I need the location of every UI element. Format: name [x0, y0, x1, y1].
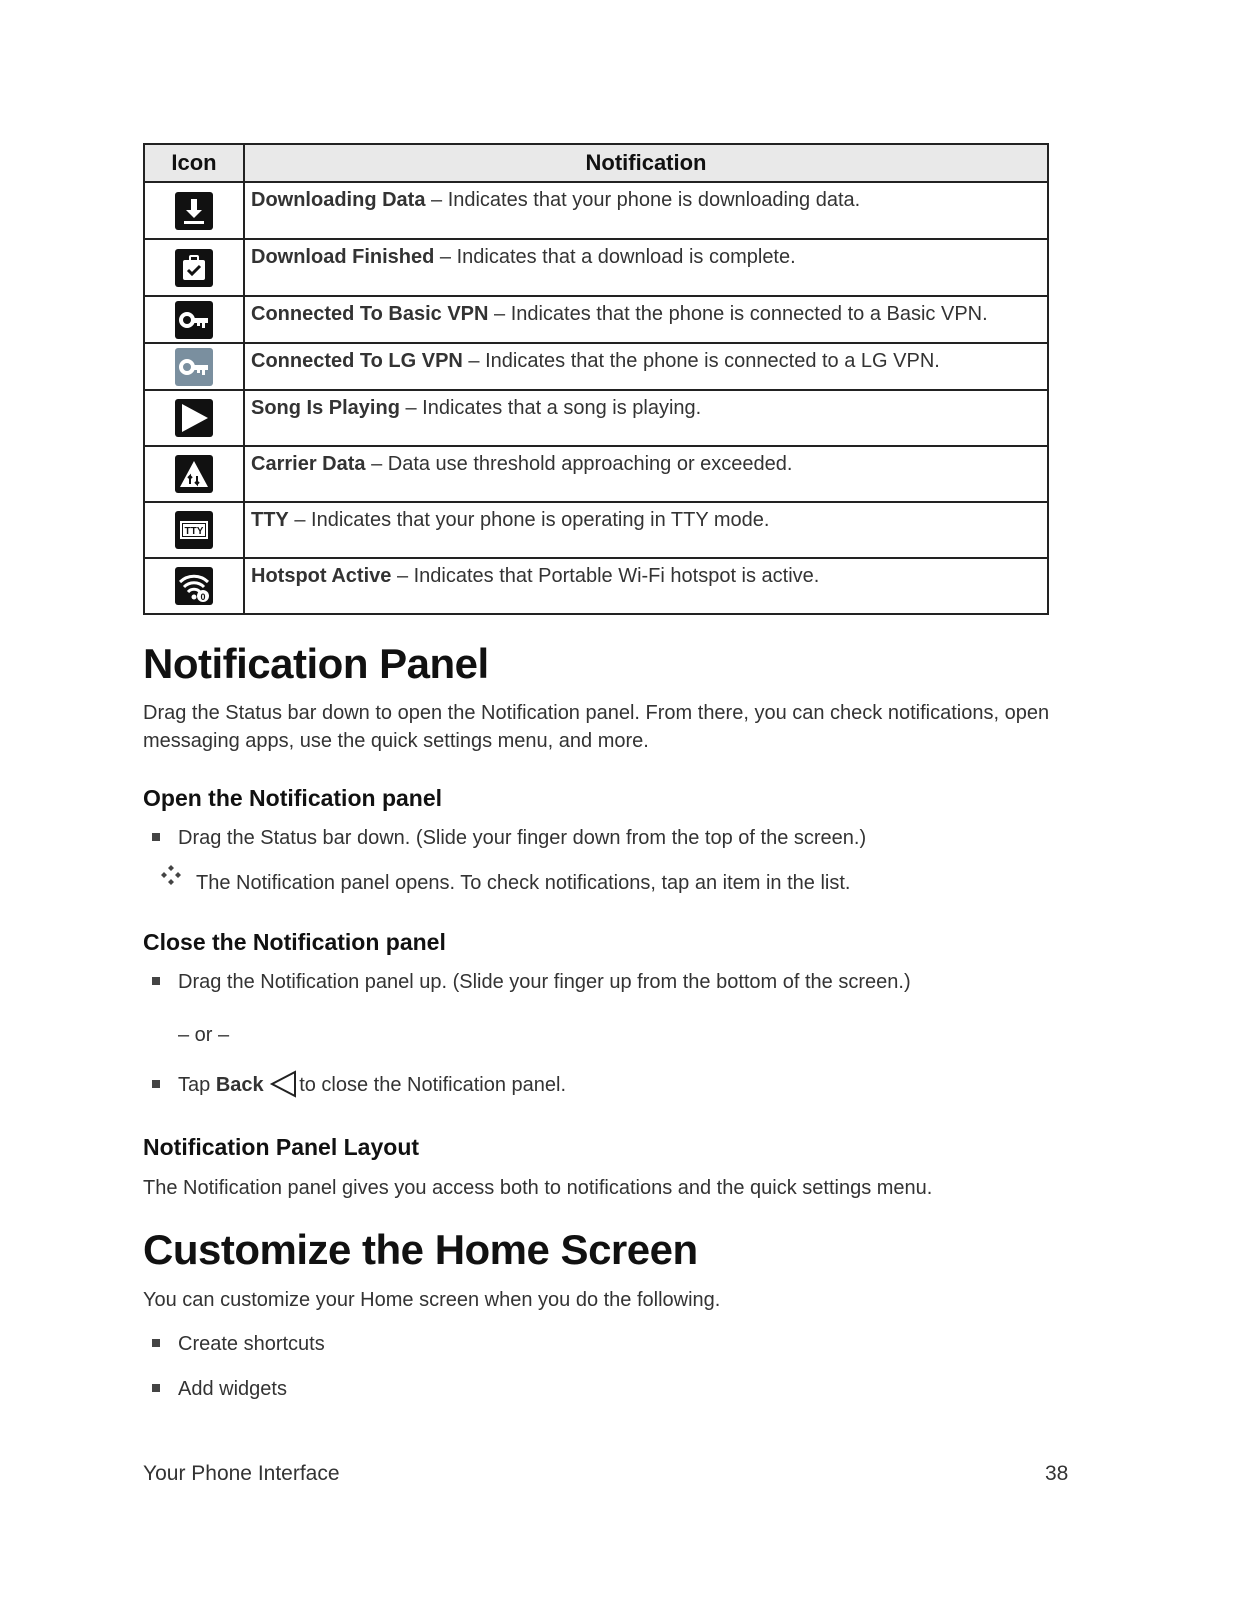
table-row	[144, 446, 1048, 502]
play-icon	[175, 399, 213, 437]
close-panel-heading: Close the Notification panel	[143, 929, 446, 955]
back-triangle-icon	[269, 1070, 299, 1098]
result-item	[160, 870, 850, 896]
step-text: Drag the Status bar down. (Slide your finger down from the top of the screen.)	[178, 827, 867, 849]
notification-title: Carrier Data	[251, 453, 366, 475]
footer-section-title: Your Phone Interface	[143, 1462, 340, 1485]
bullet-square-icon	[152, 1080, 160, 1088]
tap-prefix: Tap	[178, 1074, 216, 1096]
notification-icons-table	[143, 143, 1049, 615]
notification-title: Connected To Basic VPN	[251, 303, 489, 325]
notification-desc: – Indicates that the phone is connected to a Basic VPN.	[488, 303, 988, 325]
notification-title: TTY	[251, 509, 289, 531]
list-item	[152, 1070, 566, 1098]
notification-desc: – Indicates that your phone is operating in TTY mode.	[288, 509, 770, 531]
svg-text:TTY: TTY	[184, 526, 204, 537]
open-panel-heading: Open the Notification panel	[143, 785, 443, 811]
result-text: The Notification panel opens. To check notifications, tap an item in the list.	[196, 872, 851, 894]
four-diamond-icon	[160, 864, 182, 886]
table-row	[144, 502, 1048, 558]
table-row	[144, 558, 1048, 614]
carrier-data-warning-icon	[175, 455, 213, 493]
tap-suffix: to close the Notification panel.	[299, 1074, 567, 1096]
page-number: 38	[1045, 1462, 1069, 1485]
customize-heading: Customize the Home Screen	[143, 1226, 698, 1273]
notification-title: Downloading Data	[251, 189, 426, 211]
back-label: Back	[215, 1074, 264, 1096]
svg-text:0: 0	[200, 592, 206, 602]
notification-title: Hotspot Active	[251, 565, 392, 587]
list-item-text: Create shortcuts	[178, 1333, 325, 1355]
notification-desc: – Indicates that your phone is downloading data.	[425, 189, 861, 211]
panel-layout-heading: Notification Panel Layout	[143, 1134, 420, 1160]
notification-title: Download Finished	[251, 246, 435, 268]
list-item	[152, 969, 911, 995]
download-icon	[175, 192, 213, 230]
bullet-square-icon	[152, 833, 160, 841]
notification-panel-heading: Notification Panel	[143, 640, 489, 687]
icon-column-header: Icon	[144, 144, 244, 182]
notification-desc: – Indicates that Portable Wi-Fi hotspot is active.	[391, 565, 820, 587]
panel-layout-text: The Notification panel gives you access both to notifications and the quick settings menu.	[143, 1177, 933, 1199]
vpn-key-icon	[175, 301, 213, 339]
table-row	[144, 239, 1048, 296]
notification-desc: – Data use threshold approaching or exceeded.	[365, 453, 793, 475]
download-finished-icon	[175, 249, 213, 287]
notification-title: Song Is Playing	[251, 397, 400, 419]
or-separator: – or –	[178, 1024, 230, 1046]
hotspot-icon	[175, 567, 213, 605]
list-item	[152, 1376, 287, 1402]
bullet-square-icon	[152, 1339, 160, 1347]
bullet-square-icon	[152, 977, 160, 985]
customize-intro: You can customize your Home screen when you do the following.	[143, 1289, 721, 1311]
table-row	[144, 343, 1048, 390]
notification-desc: – Indicates that a download is complete.	[434, 246, 796, 268]
lg-vpn-key-icon	[175, 348, 213, 386]
notification-panel-intro: Drag the Status bar down to open the Notification panel. From there, you can check notifications, open messaging apps, use the quick settings menu, and more.	[143, 702, 1050, 752]
list-item-text: Add widgets	[178, 1378, 287, 1400]
step-text: Drag the Notification panel up. (Slide your finger up from the bottom of the screen.)	[178, 971, 911, 993]
table-row	[144, 182, 1048, 239]
notification-desc: – Indicates that the phone is connected to a LG VPN.	[462, 350, 940, 372]
notification-title: Connected To LG VPN	[251, 350, 463, 372]
table-row	[144, 296, 1048, 343]
table-row	[144, 390, 1048, 446]
list-item	[152, 1331, 325, 1357]
tty-icon	[175, 511, 213, 549]
bullet-square-icon	[152, 1384, 160, 1392]
list-item	[152, 825, 866, 851]
notification-desc: – Indicates that a song is playing.	[399, 397, 702, 419]
notification-column-header: Notification	[244, 144, 1048, 182]
